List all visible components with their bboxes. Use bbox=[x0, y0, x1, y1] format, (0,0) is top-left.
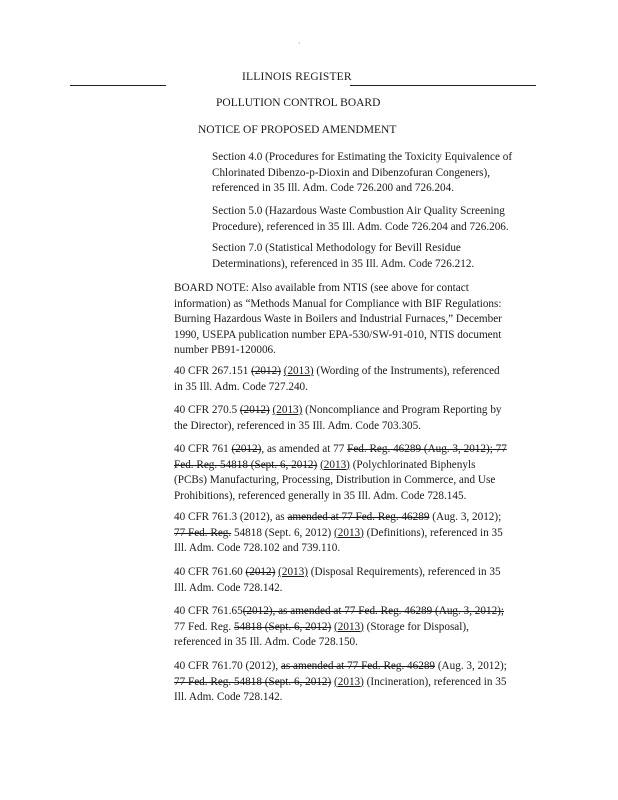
cfr-citation: 40 CFR 270.5 bbox=[174, 404, 238, 416]
entry-text: , as amended at 77 bbox=[261, 443, 345, 455]
deleted-text: (2012), as amended at 77 Fed. Reg. 46289 (Aug. 3, 2012); bbox=[242, 605, 505, 617]
cfr-761-65-line-2 bbox=[174, 620, 542, 636]
inserted-text: (2013) bbox=[334, 526, 364, 539]
board-note-line-5: number PB91-120006. bbox=[174, 344, 276, 356]
inserted-text: (2013) bbox=[272, 404, 303, 416]
header-rule-right bbox=[350, 85, 536, 86]
inserted-text: (2013) bbox=[278, 566, 308, 578]
notice-heading: NOTICE OF PROPOSED AMENDMENT bbox=[198, 124, 397, 136]
deleted-text: 77 Fed. Reg. 54818 (Sept. 6, 2012) bbox=[174, 675, 332, 688]
cfr-entry-761-3 bbox=[174, 510, 542, 557]
deleted-text: 77 Fed. Reg. bbox=[174, 526, 232, 539]
cfr-citation: 40 CFR 761.70 (2012), bbox=[174, 660, 279, 672]
inserted-text: (2013) bbox=[283, 365, 314, 377]
section-4-reference bbox=[212, 150, 542, 197]
scan-speck: · bbox=[298, 39, 301, 48]
inserted-text: (2013) bbox=[320, 458, 350, 471]
section-7-line-2: Determinations), referenced in 35 Ill. Adm. Code 726.212. bbox=[212, 257, 475, 270]
deleted-text: amended at 77 Fed. Reg. 46289 bbox=[287, 511, 430, 523]
deleted-text: Fed. Reg. 46289 (Aug. 3, 2012); 77 bbox=[347, 443, 507, 455]
cfr-entry-761-65 bbox=[174, 604, 542, 651]
section-5-line-1: Section 5.0 (Hazardous Waste Combustion Air Quality Screening bbox=[212, 205, 505, 217]
cfr-761-70-line-2 bbox=[174, 675, 542, 691]
cfr-entry-761 bbox=[174, 442, 542, 504]
cfr-270-5-line-1 bbox=[174, 403, 542, 419]
entry-text: (Polychlorinated Biphenyls bbox=[352, 458, 476, 471]
cfr-761-line-1 bbox=[174, 442, 542, 458]
entry-text: (Noncompliance and Program Reporting by bbox=[305, 404, 502, 416]
inserted-text: (2013) bbox=[334, 620, 364, 633]
deleted-text: 54818 (Sept. 6, 2012) bbox=[233, 620, 332, 633]
section-7-line-1: Section 7.0 (Statistical Methodology for Bevill Residue bbox=[212, 242, 461, 254]
cfr-761-70-line-1 bbox=[174, 659, 542, 675]
cfr-761-60-line-2: Ill. Adm. Code 728.142. bbox=[174, 581, 283, 594]
deleted-text: (2012) bbox=[251, 365, 281, 377]
board-note-line-3: Burning Hazardous Waste in Boilers and Industrial Furnaces,” December bbox=[174, 313, 502, 325]
cfr-761-3-line-1 bbox=[174, 510, 542, 526]
cfr-270-5-line-2: the Director), referenced in 35 Ill. Adm. Code 703.305. bbox=[174, 419, 421, 432]
cfr-entry-761-70 bbox=[174, 659, 542, 706]
entry-text: (Wording of the Instruments), referenced bbox=[316, 365, 500, 377]
cfr-761-65-line-3: referenced in 35 Ill. Adm. Code 728.150. bbox=[174, 636, 358, 648]
cfr-761-60-line-1 bbox=[174, 565, 542, 581]
deleted-text: (2012) bbox=[231, 443, 262, 455]
agency-name: POLLUTION CONTROL BOARD bbox=[216, 97, 381, 109]
cfr-entry-267-151 bbox=[174, 364, 542, 395]
cfr-761-70-line-3: Ill. Adm. Code 728.142. bbox=[174, 691, 283, 703]
section-5-line-2: Procedure), referenced in 35 Ill. Adm. Code 726.204 and 726.206. bbox=[212, 220, 509, 233]
section-4-line-3: referenced in 35 Ill. Adm. Code 726.200 and 726.204. bbox=[212, 182, 455, 194]
board-note bbox=[174, 281, 542, 359]
cfr-267-151-line-2: in 35 Ill. Adm. Code 727.240. bbox=[174, 380, 308, 393]
section-4-line-2: Chlorinated Dibenzo-p-Dioxin and Dibenzofuran Congeners), bbox=[212, 166, 491, 179]
section-4-line-1: Section 4.0 (Procedures for Estimating the Toxicity Equivalence of bbox=[212, 151, 513, 163]
board-note-line-1: BOARD NOTE: Also available from NTIS (see above for contact bbox=[174, 282, 469, 294]
cfr-267-151-line-1 bbox=[174, 364, 542, 380]
section-5-reference bbox=[212, 204, 542, 235]
cfr-citation: 40 CFR 761 bbox=[174, 443, 229, 455]
entry-text: (Incineration), referenced in 35 bbox=[366, 675, 507, 688]
header-rule-left bbox=[70, 85, 166, 86]
cfr-761-line-3: (PCBs) Manufacturing, Processing, Distribution in Commerce, and Use bbox=[174, 474, 496, 486]
entry-text: (Disposal Requirements), referenced in 35 bbox=[310, 566, 501, 578]
register-title: ILLINOIS REGISTER bbox=[242, 71, 352, 83]
inserted-text: (2013) bbox=[334, 675, 364, 688]
entry-text: (Definitions), referenced in 35 bbox=[366, 526, 503, 539]
cfr-761-line-2 bbox=[174, 458, 542, 474]
entry-text: (Storage for Disposal), bbox=[366, 620, 469, 633]
deleted-text: (2012) bbox=[245, 566, 276, 578]
cfr-citation: 40 CFR 761.60 bbox=[174, 566, 243, 578]
deleted-text: (2012) bbox=[239, 404, 270, 416]
deleted-text: as amended at 77 Fed. Reg. 46289 bbox=[280, 660, 436, 672]
cfr-entry-761-60 bbox=[174, 565, 542, 596]
cfr-761-3-line-2 bbox=[174, 526, 542, 542]
cfr-citation: 40 CFR 267.151 bbox=[174, 365, 249, 377]
section-7-reference bbox=[212, 241, 542, 272]
cfr-entry-270-5 bbox=[174, 403, 542, 434]
cfr-citation: 40 CFR 761.65 bbox=[174, 605, 243, 617]
cfr-citation: 40 CFR 761.3 (2012), as bbox=[174, 511, 285, 523]
board-note-line-4: 1990, USEPA publication number EPA-530/SW-91-010, NTIS document bbox=[174, 328, 502, 341]
entry-text: 77 Fed. Reg. bbox=[174, 620, 232, 633]
cfr-761-3-line-3: Ill. Adm. Code 728.102 and 739.110. bbox=[174, 542, 341, 554]
cfr-761-65-line-1 bbox=[174, 604, 542, 620]
entry-text: 54818 (Sept. 6, 2012) bbox=[233, 526, 332, 539]
entry-text: (Aug. 3, 2012); bbox=[437, 660, 507, 672]
deleted-text: Fed. Reg. 54818 (Sept. 6, 2012) bbox=[174, 458, 318, 471]
board-note-line-2: information) as “Methods Manual for Compliance with BIF Regulations: bbox=[174, 297, 502, 310]
cfr-761-line-4: Prohibitions), referenced generally in 35 Ill. Adm. Code 728.145. bbox=[174, 489, 467, 502]
entry-text: (Aug. 3, 2012); bbox=[432, 511, 502, 523]
